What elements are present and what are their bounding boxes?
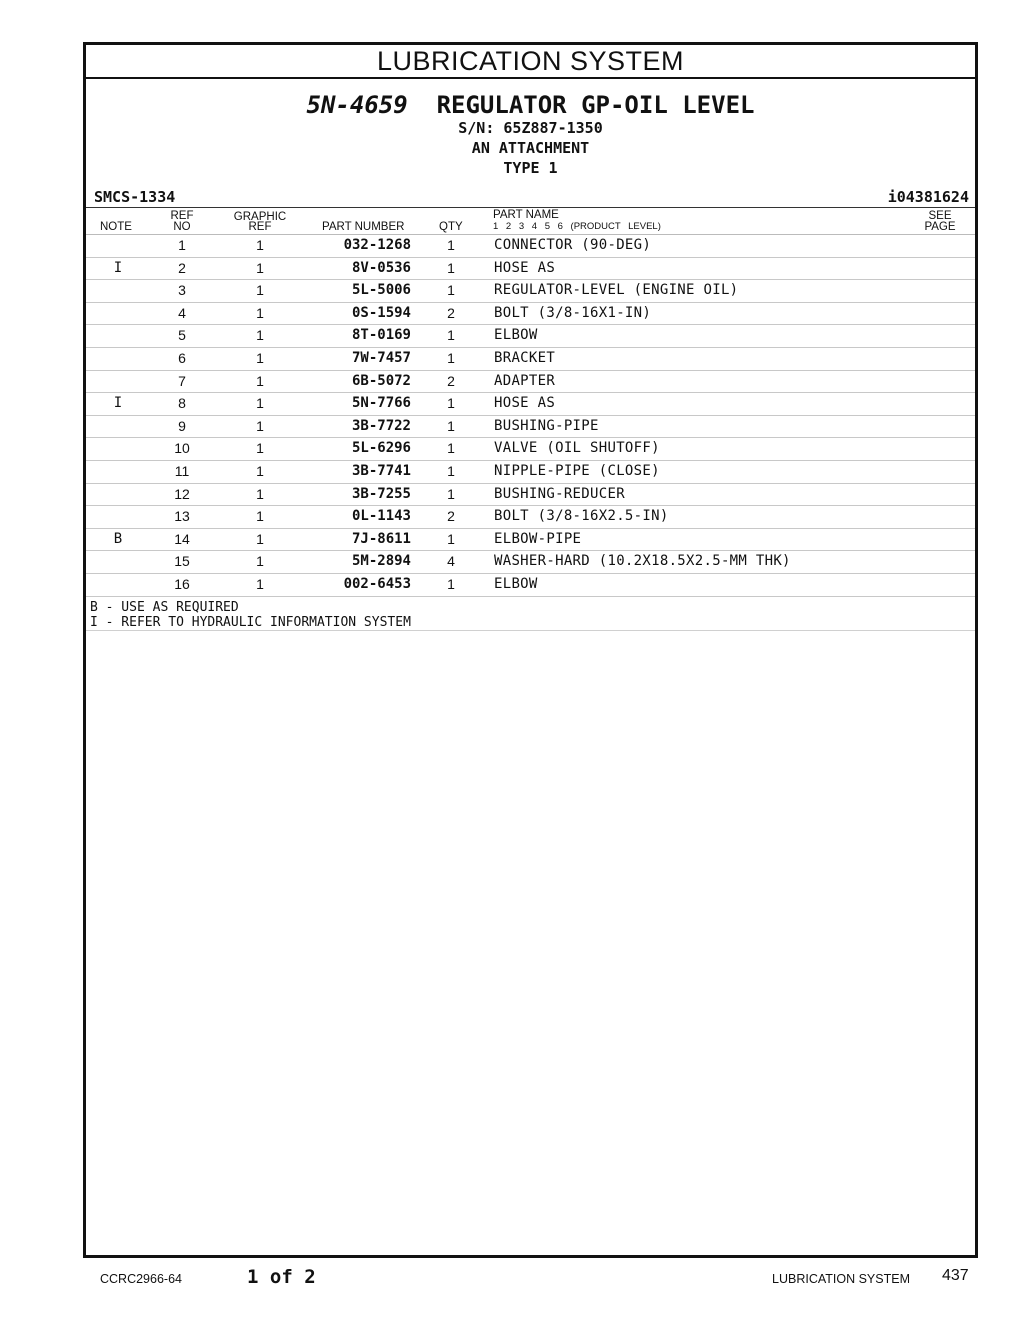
graphic-ref-cell: 1	[256, 485, 264, 502]
part-number-cell: 5M-2894	[351, 553, 411, 570]
note-cell: I	[113, 259, 123, 276]
qty-cell: 1	[447, 349, 455, 366]
graphic-ref-cell: 1	[256, 417, 264, 434]
table-row	[86, 303, 975, 326]
part-number-cell: 3B-7255	[351, 485, 411, 502]
qty-cell: 2	[447, 372, 455, 389]
graphic-ref-cell: 1	[256, 575, 264, 592]
graphic-ref-cell: 1	[256, 395, 264, 412]
part-name-cell: HOSE AS	[494, 395, 556, 412]
graphic-ref-cell: 1	[256, 349, 264, 366]
part-number-cell: 7W-7457	[351, 349, 411, 366]
part-name-cell: VALVE (OIL SHUTOFF)	[494, 440, 660, 457]
part-name-cell: NIPPLE-PIPE (CLOSE)	[494, 462, 660, 479]
group-part-number: 5N-4659	[306, 91, 408, 119]
graphic-ref-cell: 1	[256, 372, 264, 389]
part-number-cell: 3B-7741	[351, 462, 411, 479]
ref-no-cell: 9	[178, 417, 186, 434]
graphic-ref-cell: 1	[256, 530, 264, 547]
ref-no-cell: 13	[174, 508, 190, 525]
page-of-count: 1 of 2	[247, 1266, 316, 1288]
group-header	[86, 79, 975, 208]
col-graphic-top: GRAPHIC	[233, 211, 287, 223]
part-name-cell: BRACKET	[494, 349, 556, 366]
ref-no-cell: 12	[174, 485, 190, 502]
qty-cell: 1	[447, 440, 455, 457]
table-row	[86, 506, 975, 529]
part-number-cell: 0S-1594	[351, 304, 411, 321]
part-name-cell: BUSHING-PIPE	[494, 417, 599, 434]
part-number-cell: 6B-5072	[351, 372, 411, 389]
part-name-cell: HOSE AS	[494, 259, 556, 276]
part-number-cell: 8V-0536	[351, 259, 411, 276]
table-row	[86, 484, 975, 507]
col-note: NOTE	[100, 221, 132, 233]
table-row	[86, 529, 975, 552]
group-name: REGULATOR GP-OIL LEVEL	[436, 91, 755, 119]
part-number-cell: 7J-8611	[351, 530, 411, 547]
col-product-levels: 1 2 3 4 5 6 (PRODUCT LEVEL)	[493, 221, 661, 232]
col-part-number: PART NUMBER	[322, 221, 405, 233]
table-row	[86, 258, 975, 281]
qty-cell: 1	[447, 237, 455, 253]
table-row	[86, 461, 975, 484]
group-title	[86, 91, 975, 119]
col-see-bottom: PAGE	[924, 221, 956, 233]
qty-cell: 1	[447, 417, 455, 434]
table-row	[86, 416, 975, 439]
parts-table	[86, 235, 975, 597]
part-name-cell: WASHER-HARD (10.2X18.5X2.5-MM THK)	[494, 553, 791, 570]
page-footer	[0, 1266, 1020, 1290]
table-row	[86, 393, 975, 416]
qty-cell: 1	[447, 530, 455, 547]
graphic-ref-cell: 1	[256, 282, 264, 299]
note-cell: I	[113, 395, 123, 412]
qty-cell: 1	[447, 259, 455, 276]
ref-no-cell: 15	[174, 553, 190, 570]
part-name-cell: ELBOW-PIPE	[494, 530, 582, 547]
ref-no-cell: 10	[174, 440, 190, 457]
table-row	[86, 438, 975, 461]
attachment-label: AN ATTACHMENT	[471, 139, 590, 157]
part-number-cell: 5L-5006	[351, 282, 411, 299]
part-name-cell: CONNECTOR (90-DEG)	[494, 237, 652, 253]
serial-range: S/N: 65Z887-1350	[458, 119, 603, 137]
part-number-cell: 032-1268	[343, 237, 411, 253]
col-see-top: SEE	[928, 210, 952, 222]
table-row	[86, 551, 975, 574]
ref-no-cell: 1	[178, 237, 186, 253]
qty-cell: 1	[447, 395, 455, 412]
graphic-ref-cell: 1	[256, 327, 264, 344]
document-code: CCRC2966-64	[100, 1272, 182, 1286]
qty-cell: 2	[447, 508, 455, 525]
part-name-cell: REGULATOR-LEVEL (ENGINE OIL)	[494, 282, 739, 299]
graphic-ref-cell: 1	[256, 462, 264, 479]
part-name-cell: BOLT (3/8-16X1-IN)	[494, 304, 652, 321]
table-row	[86, 348, 975, 371]
part-number-cell: 3B-7722	[351, 417, 411, 434]
notes-legend	[86, 597, 975, 631]
page-frame	[83, 42, 978, 1258]
ref-no-cell: 14	[174, 530, 190, 547]
footer-section-title: LUBRICATION SYSTEM	[772, 1272, 910, 1286]
part-number-cell: 8T-0169	[351, 327, 411, 344]
illustration-id: i04381624	[887, 188, 969, 206]
section-title: LUBRICATION SYSTEM	[86, 45, 975, 79]
ref-no-cell: 11	[174, 462, 190, 479]
ref-no-cell: 16	[174, 575, 190, 592]
graphic-ref-cell: 1	[256, 237, 264, 253]
ref-no-cell: 5	[178, 327, 186, 344]
qty-cell: 1	[447, 462, 455, 479]
col-ref-top: REF	[170, 210, 194, 222]
graphic-ref-cell: 1	[256, 304, 264, 321]
part-name-cell: ADAPTER	[494, 372, 556, 389]
part-name-cell: ELBOW	[494, 327, 538, 344]
ref-no-cell: 3	[178, 282, 186, 299]
smcs-code: SMCS-1334	[94, 188, 176, 206]
col-graphic-bottom: REF	[248, 221, 272, 233]
part-name-cell: BUSHING-REDUCER	[494, 485, 625, 502]
part-name-cell: BOLT (3/8-16X2.5-IN)	[494, 508, 669, 525]
graphic-ref-cell: 1	[256, 259, 264, 276]
part-number-cell: 0L-1143	[351, 508, 411, 525]
ref-no-cell: 4	[178, 304, 186, 321]
note-line: B - USE AS REQUIRED	[90, 599, 239, 615]
part-number-cell: 002-6453	[343, 575, 411, 592]
ref-no-cell: 7	[178, 372, 186, 389]
table-row	[86, 280, 975, 303]
qty-cell: 1	[447, 485, 455, 502]
qty-cell: 2	[447, 304, 455, 321]
col-ref-bottom: NO	[173, 221, 191, 233]
type-label: TYPE 1	[503, 159, 558, 177]
table-row	[86, 235, 975, 258]
qty-cell: 1	[447, 575, 455, 592]
col-part-name: PART NAME	[493, 209, 559, 221]
ref-no-cell: 2	[178, 259, 186, 276]
table-row	[86, 325, 975, 348]
table-row	[86, 371, 975, 394]
part-number-cell: 5N-7766	[351, 395, 411, 412]
part-number-cell: 5L-6296	[351, 440, 411, 457]
column-headers	[86, 208, 975, 235]
part-name-cell: ELBOW	[494, 575, 538, 592]
graphic-ref-cell: 1	[256, 440, 264, 457]
qty-cell: 4	[447, 553, 455, 570]
table-row	[86, 574, 975, 597]
ref-no-cell: 6	[178, 349, 186, 366]
graphic-ref-cell: 1	[256, 508, 264, 525]
qty-cell: 1	[447, 327, 455, 344]
note-line: I - REFER TO HYDRAULIC INFORMATION SYSTEM	[90, 614, 411, 630]
ref-no-cell: 8	[178, 395, 186, 412]
note-cell: B	[113, 530, 123, 547]
qty-cell: 1	[447, 282, 455, 299]
page-number: 437	[942, 1267, 969, 1284]
graphic-ref-cell: 1	[256, 553, 264, 570]
col-qty: QTY	[439, 221, 463, 233]
